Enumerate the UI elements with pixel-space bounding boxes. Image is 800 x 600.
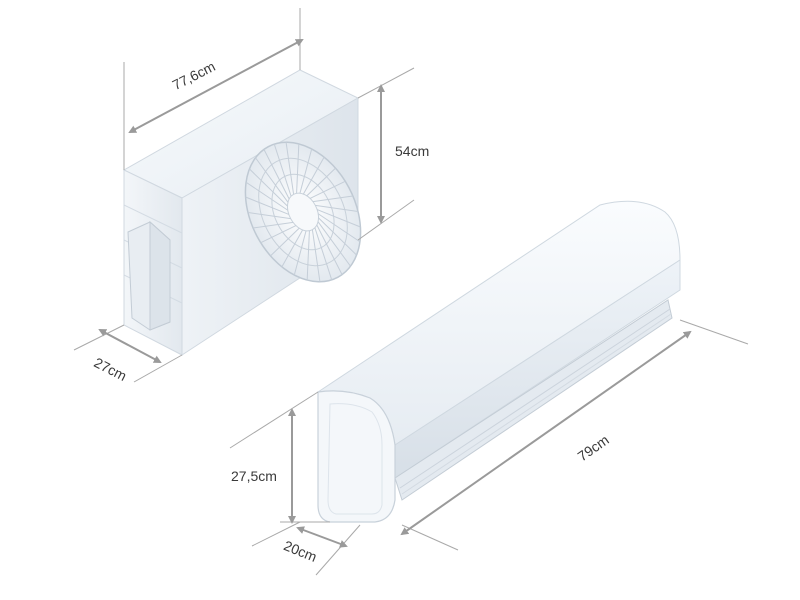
indoor-height-label: 27,5cm [231, 468, 277, 484]
indoor-unit [318, 201, 680, 522]
indoor-depth-label: 20cm [281, 537, 320, 565]
outdoor-depth-label: 27cm [91, 354, 130, 385]
outdoor-height-label: 54cm [395, 143, 430, 159]
indoor-height-dimension [230, 392, 330, 522]
outdoor-unit [124, 70, 384, 355]
outdoor-height-dimension [358, 68, 429, 240]
indoor-width-label: 79cm [574, 431, 612, 465]
indoor-depth-dimension [252, 522, 360, 575]
outdoor-width-label: 77,6cm [169, 57, 218, 94]
